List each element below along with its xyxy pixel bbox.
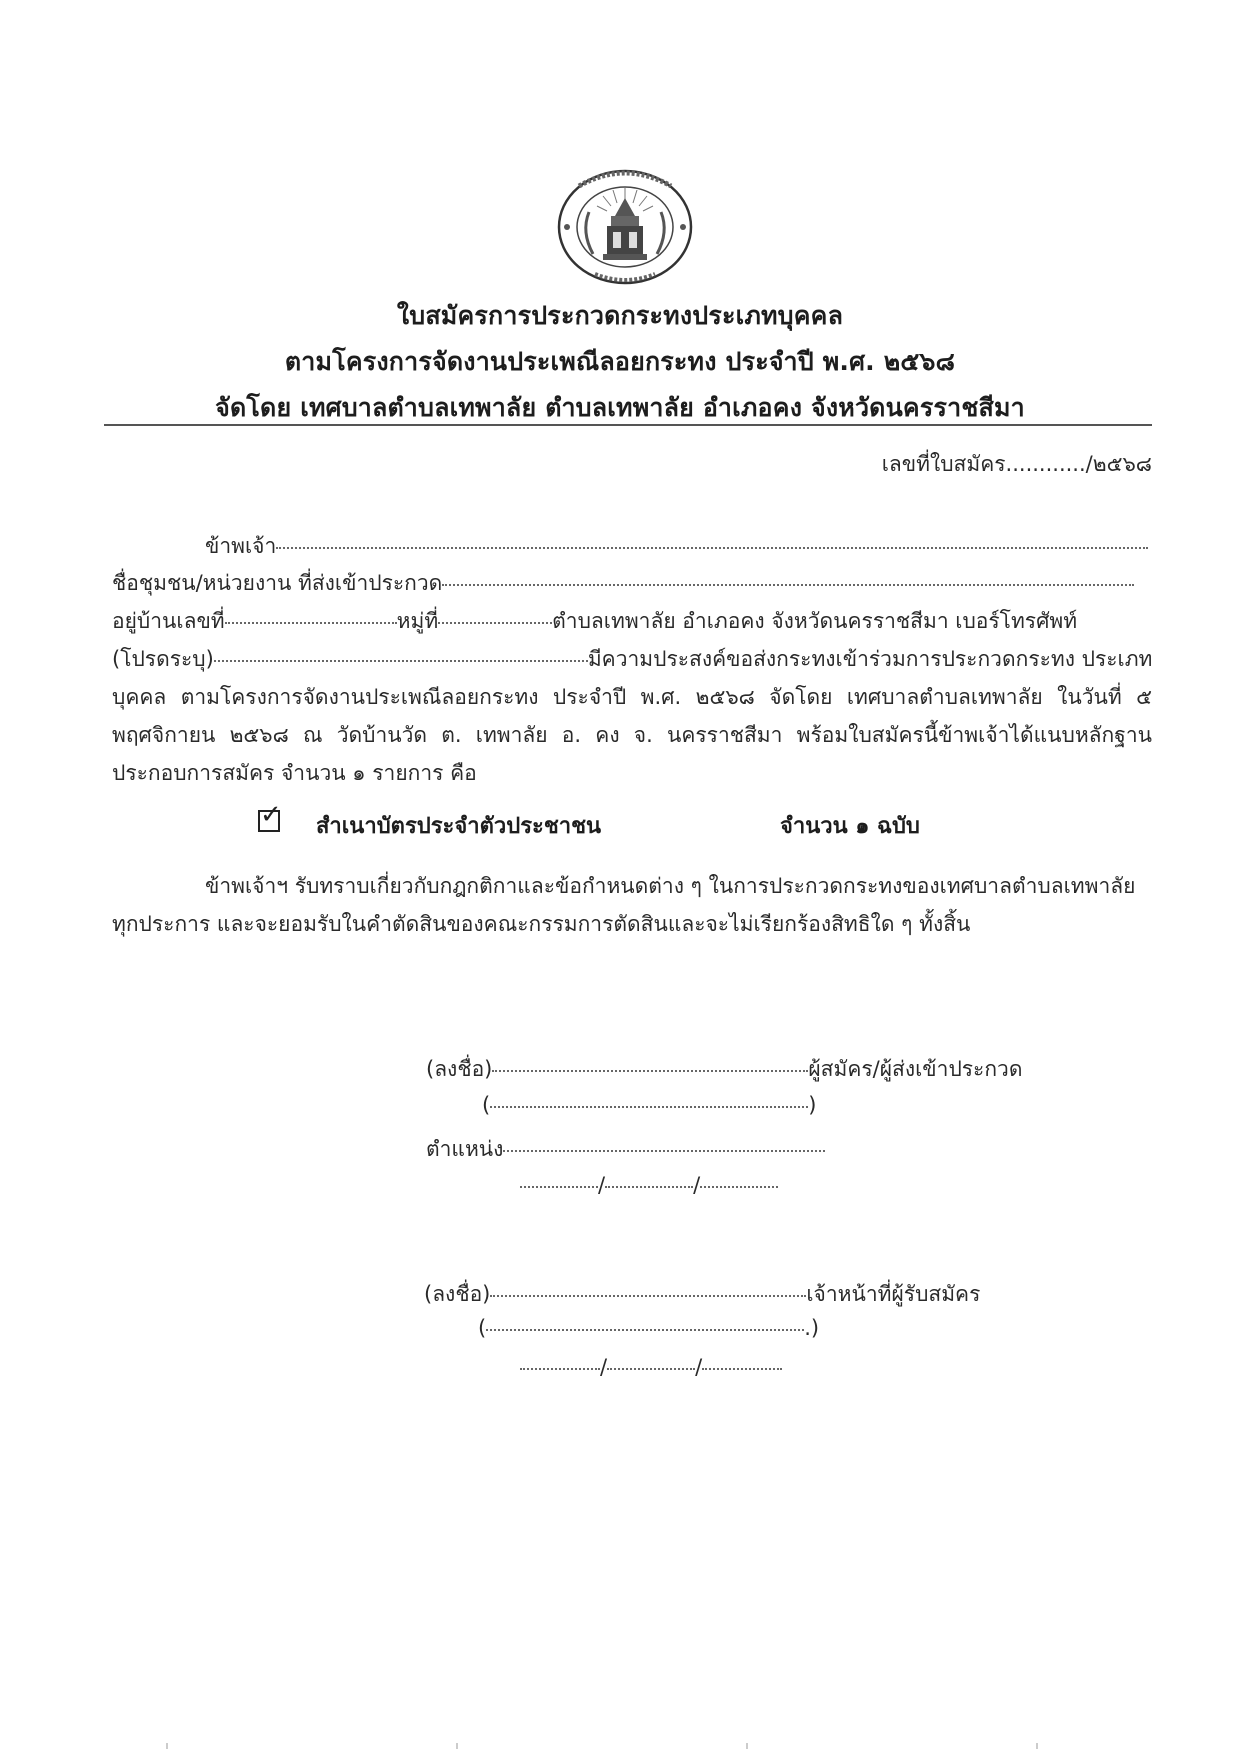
body-line-7: ประกอบการสมัคร จำนวน ๑ รายการ คือ	[112, 761, 477, 785]
position-label: ตำแหน่ง	[426, 1137, 504, 1161]
applicant-date-day[interactable]	[520, 1186, 598, 1188]
officer-printed-name-row	[478, 1316, 819, 1340]
applicant-position-field[interactable]	[503, 1150, 825, 1152]
body-line-6: พฤศจิกายน ๒๕๖๘ ณ วัดบ้านวัด ต. เทพาลัย อ. คง จ. นครราชสีมา พร้อมใบสมัครนี้ข้าพเจ้าได้แนบหลักฐาน	[112, 723, 1152, 747]
address-row	[112, 605, 1077, 638]
title-divider	[104, 424, 1152, 426]
paren-open: (	[478, 1316, 487, 1340]
officer-date-month[interactable]	[607, 1368, 695, 1370]
sign-prefix: (ลงชื่อ)	[424, 1282, 491, 1306]
application-number-year: /๒๕๖๘	[1085, 452, 1152, 476]
date-separator: /	[598, 1173, 606, 1197]
scan-artifact	[1036, 1743, 1038, 1749]
attachment-quantity: จำนวน ๑ ฉบับ	[780, 814, 920, 839]
form-subtitle-organizer: จัดโดย เทศบาลตำบลเทพาลัย ตำบลเทพาลัย อำเภอคง จังหวัดนครราชสีมา	[215, 393, 1025, 422]
applicant-role: ผู้สมัคร/ผู้ส่งเข้าประกวด	[808, 1057, 1023, 1081]
house-no-field[interactable]	[225, 622, 397, 624]
moo-label: หมู่ที่	[396, 609, 439, 633]
body-line-5: บุคคล ตามโครงการจัดงานประเพณีลอยกระทง ประจำปี พ.ศ. ๒๕๖๘ จัดโดย เทศบาลตำบลเทพาลัย ในวันที่ ๕	[112, 685, 1152, 709]
phone-prefix: (โปรดระบุ)	[112, 647, 214, 671]
officer-printed-name-field[interactable]	[486, 1329, 804, 1331]
officer-role: เจ้าหน้าที่ผู้รับสมัคร	[806, 1282, 981, 1306]
community-row	[112, 567, 1134, 600]
officer-date-row	[520, 1355, 782, 1379]
applicant-date-row	[520, 1173, 778, 1197]
applicant-signature-row	[426, 1053, 1022, 1086]
scan-artifact	[456, 1743, 458, 1749]
address-text: ตำบลเทพาลัย อำเภอคง จังหวัดนครราชสีมา เบอร์โทรศัพท์	[552, 609, 1078, 633]
applicant-signature-field[interactable]	[492, 1070, 808, 1072]
phone-row	[112, 643, 1152, 676]
date-separator: /	[693, 1173, 701, 1197]
application-number	[882, 448, 1152, 481]
paren-close: )	[808, 1093, 817, 1117]
applicant-label: ข้าพเจ้า	[205, 534, 277, 558]
form-subtitle-project: ตามโครงการจัดงานประเพณีลอยกระทง ประจำปี พ.ศ. ๒๕๖๘	[284, 347, 956, 376]
officer-signature-row	[424, 1278, 980, 1311]
applicant-printed-name-row	[482, 1093, 816, 1117]
application-number-label: เลขที่ใบสมัคร	[881, 452, 1006, 476]
officer-date-day[interactable]	[520, 1368, 600, 1370]
checkmark-icon: ✓	[260, 800, 282, 830]
community-name-field[interactable]	[442, 584, 1134, 586]
officer-date-year[interactable]	[702, 1368, 782, 1370]
acknowledgement-line-2: ทุกประการ และจะยอมรับในคำตัดสินของคณะกรรมการตัดสินและจะไม่เรียกร้องสิทธิใด ๆ ทั้งสิ้น	[112, 912, 971, 936]
scan-artifact	[746, 1743, 748, 1749]
officer-signature-field[interactable]	[490, 1295, 806, 1297]
moo-field[interactable]	[438, 622, 552, 624]
applicant-date-year[interactable]	[700, 1186, 778, 1188]
applicant-printed-name-field[interactable]	[490, 1106, 808, 1108]
application-number-field[interactable]: ............	[1005, 452, 1086, 476]
paren-close: .)	[804, 1316, 820, 1340]
applicant-position-row	[426, 1133, 825, 1166]
attachment-label: สำเนาบัตรประจำตัวประชาชน	[316, 814, 602, 839]
form-title: ใบสมัครการประกวดกระทงประเภทบุคคล	[396, 301, 844, 330]
phone-field[interactable]	[214, 660, 588, 662]
date-separator: /	[695, 1355, 703, 1379]
date-separator: /	[600, 1355, 608, 1379]
community-label: ชื่อชุมชน/หน่วยงาน ที่ส่งเข้าประกวด	[112, 571, 443, 595]
municipal-seal-icon	[555, 168, 695, 286]
sign-prefix: (ลงชื่อ)	[426, 1057, 493, 1081]
applicant-name-row	[205, 530, 1148, 563]
house-no-label: อยู่บ้านเลขที่	[112, 609, 225, 633]
applicant-date-month[interactable]	[605, 1186, 693, 1188]
intent-text: มีความประสงค์ขอส่งกระทงเข้าร่วมการประกวดกระทง ประเภท	[587, 647, 1153, 671]
scan-artifact	[166, 1743, 168, 1749]
acknowledgement-line-1: ข้าพเจ้าฯ รับทราบเกี่ยวกับกฎกติกาและข้อกำหนดต่าง ๆ ในการประกวดกระทงของเทศบาลตำบลเทพาลัย	[205, 874, 1136, 898]
paren-open: (	[482, 1093, 491, 1117]
applicant-name-field[interactable]	[276, 547, 1148, 549]
